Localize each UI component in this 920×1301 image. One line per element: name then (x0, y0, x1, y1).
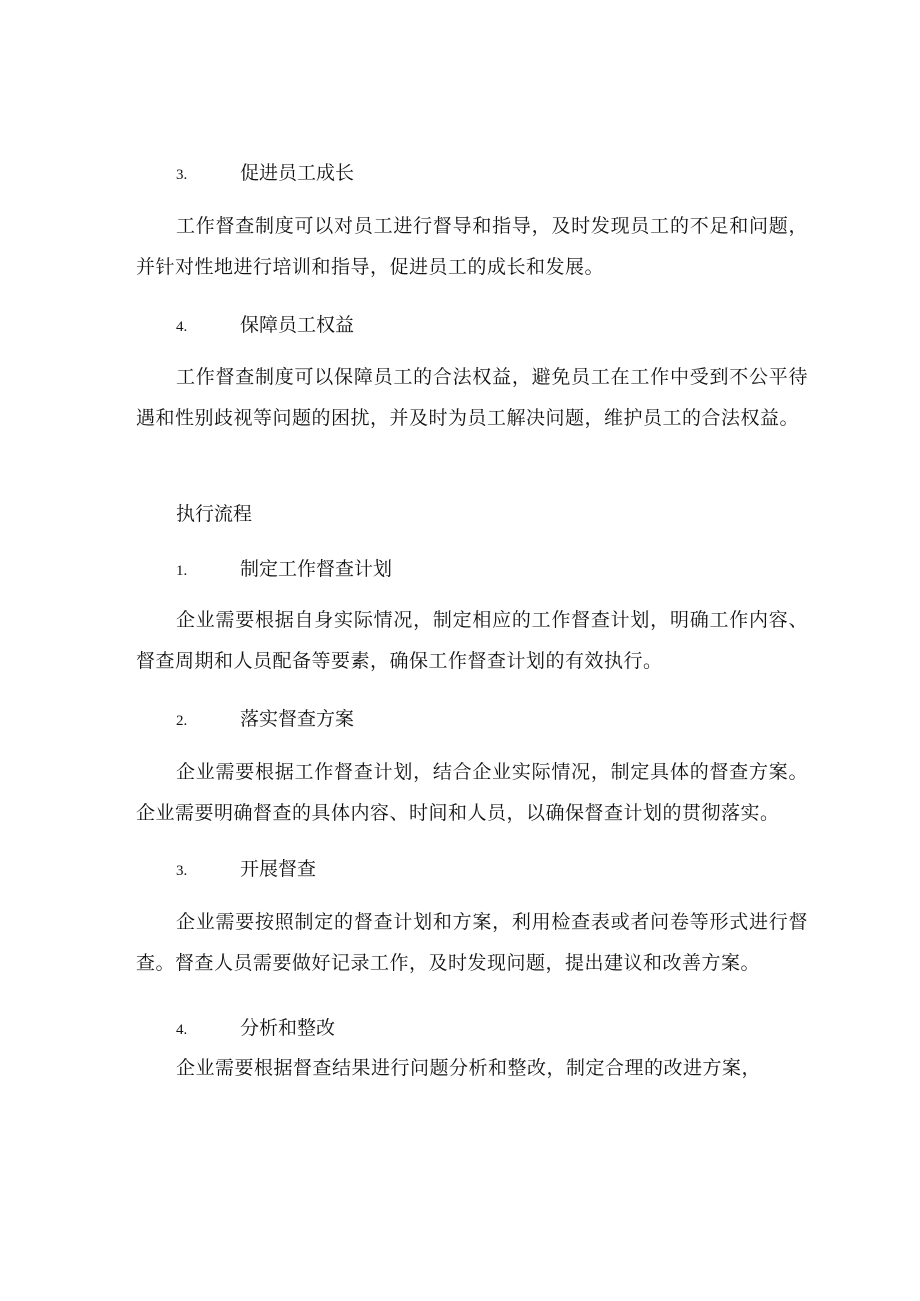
section-title: 促进员工成长 (240, 162, 355, 184)
section-title: 落实督查方案 (240, 708, 355, 730)
paragraph-analyze-rectify: 企业需要根据督查结果进行问题分析和整改，制定合理的改进方案， (176, 1057, 762, 1079)
section-heading-promote-growth (176, 159, 354, 189)
paragraph-protect-rights: 工作督查制度可以保障员工的合法权益，避免员工在工作中受到不公平待遇和性别歧视等问题的困扰，并及时为员工解决问题，维护员工的合法权益。 (136, 366, 808, 429)
paragraph-implement-scheme: 企业需要根据工作督查计划，结合企业实际情况，制定具体的督查方案。企业需要明确督查的具体内容、时间和人员，以确保督查计划的贯彻落实。 (136, 761, 808, 824)
section-title: 开展督查 (240, 858, 317, 880)
section-heading-analyze-rectify (176, 1014, 335, 1044)
section-heading-implement-scheme (176, 705, 354, 735)
section-number: 4. (176, 319, 188, 335)
section-title: 分析和整改 (240, 1017, 336, 1039)
section-number: 4. (176, 1022, 188, 1038)
section-number: 3. (176, 863, 188, 879)
paragraph-carry-out: 企业需要按照制定的督查计划和方案，利用检查表或者问卷等形式进行督查。督查人员需要做好记录工作，及时发现问题，提出建议和改善方案。 (136, 911, 808, 974)
section-title: 制定工作督查计划 (240, 558, 393, 580)
paragraph-promote-growth: 工作督查制度可以对员工进行督导和指导，及时发现员工的不足和问题，并针对性地进行培训和指导，促进员工的成长和发展。 (136, 215, 808, 278)
section-heading-carry-out (176, 855, 316, 885)
section-number: 2. (176, 713, 188, 729)
section-number: 3. (176, 167, 188, 183)
section-title: 保障员工权益 (240, 314, 355, 336)
process-heading: 执行流程 (176, 503, 253, 525)
paragraph-make-plan: 企业需要根据自身实际情况，制定相应的工作督查计划，明确工作内容、督查周期和人员配备等要素，确保工作督查计划的有效执行。 (136, 609, 808, 672)
section-number: 1. (176, 563, 188, 579)
section-heading-protect-rights (176, 311, 354, 341)
section-heading-make-plan (176, 555, 392, 585)
